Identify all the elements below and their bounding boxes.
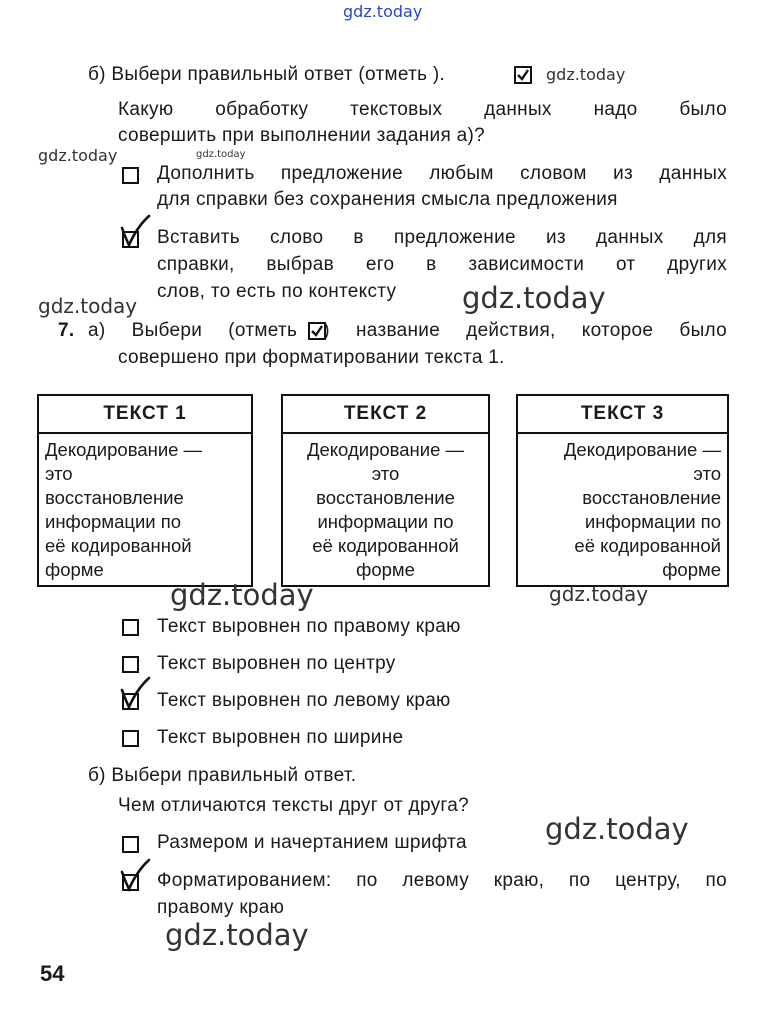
b1-option1-checkbox[interactable] <box>122 167 139 184</box>
watermark: gdz.today <box>38 294 138 318</box>
text-box-title: ТЕКСТ 2 <box>283 396 488 434</box>
option-right-label: Текст выровнен по правому краю <box>157 616 461 637</box>
b1-option1-line1: Дополнить предложение любым словом из данных <box>157 163 727 184</box>
text-box-title: ТЕКСТ 1 <box>39 396 251 434</box>
b1-instruction-text: б) Выбери правильный ответ (отметь ). <box>88 64 446 85</box>
text-line: это <box>693 463 721 484</box>
text-line: это <box>371 463 400 484</box>
text-line: её кодированной <box>574 535 721 556</box>
text-line: форме <box>356 559 415 580</box>
option-width-checkbox[interactable] <box>122 730 139 747</box>
watermark: gdz.today <box>165 918 309 952</box>
b2-instruction: б) Выбери правильный ответ. <box>88 765 357 786</box>
watermark: gdz.today <box>462 281 606 315</box>
checkmark-icon <box>118 858 152 892</box>
text-box-title: ТЕКСТ 3 <box>518 396 727 434</box>
text-line: Декодирование — <box>563 439 721 460</box>
task-number: 7. <box>58 320 75 341</box>
text-box-2 <box>281 394 490 587</box>
watermark: gdz.today <box>196 149 246 160</box>
watermark: gdz.today <box>38 146 118 165</box>
text-line: восстановление <box>582 487 721 508</box>
checkmark-icon <box>118 676 152 710</box>
b2-option1-label: Размером и начертанием шрифта <box>157 832 467 853</box>
text-line: её кодированной <box>312 535 459 556</box>
b1-question-line1: Какую обработку текстовых данных надо было <box>118 99 727 120</box>
b1-question-line2: совершить при выполнении задания а)? <box>118 125 485 146</box>
page-number: 54 <box>40 961 65 986</box>
text-box-body <box>283 434 488 582</box>
b1-option2-line3: слов, то есть по контексту <box>157 281 397 302</box>
text-line: форме <box>45 559 104 580</box>
task7-a-line2: совершено при форматировании текста 1. <box>118 347 505 368</box>
text-box-3 <box>516 394 729 587</box>
text-box-body <box>518 434 727 582</box>
watermark: gdz.today <box>549 582 649 606</box>
b1-option2-line1: Вставить слово в предложение из данных для <box>157 227 727 248</box>
text-line: восстановление <box>316 487 455 508</box>
option-center-label: Текст выровнен по центру <box>157 653 396 674</box>
text-line: её кодированной <box>45 535 192 556</box>
checkmark-icon <box>118 214 152 248</box>
text-line: информации по <box>45 511 182 532</box>
text-line: Декодирование — <box>45 439 203 460</box>
b2-option1-checkbox[interactable] <box>122 836 139 853</box>
text-box-1 <box>37 394 253 587</box>
text-line: информации по <box>317 511 454 532</box>
b1-option1-line2: для справки без сохранения смысла предложения <box>157 189 618 210</box>
b2-question: Чем отличаются тексты друг от друга? <box>118 795 469 816</box>
text-box-body <box>39 434 251 582</box>
text-line: Декодирование — <box>306 439 465 460</box>
option-right-checkbox[interactable] <box>122 619 139 636</box>
text-line: форме <box>662 559 721 580</box>
text-line: это <box>45 463 73 484</box>
b1-instruction <box>88 61 445 88</box>
option-center-checkbox[interactable] <box>122 656 139 673</box>
b1-option2-line2: справки, выбрав его в зависимости от других <box>157 254 727 275</box>
task7-a-line1: а) Выбери (отметь ) название действия, которое было <box>88 320 727 341</box>
option-left-label: Текст выровнен по левому краю <box>157 690 451 711</box>
watermark: gdz.today <box>546 65 626 84</box>
option-width-label: Текст выровнен по ширине <box>157 727 404 748</box>
text-line: информации по <box>584 511 721 532</box>
instruction-checkbox-icon <box>308 322 326 340</box>
b2-option2-line1: Форматированием: по левому краю, по центру, по <box>157 870 727 891</box>
watermark: gdz.today <box>170 578 314 612</box>
instruction-checkbox-icon <box>514 66 532 84</box>
text-line: восстановление <box>45 487 184 508</box>
watermark-top: gdz.today <box>343 2 423 21</box>
b2-option2-line2: правому краю <box>157 897 285 918</box>
watermark: gdz.today <box>545 812 689 846</box>
